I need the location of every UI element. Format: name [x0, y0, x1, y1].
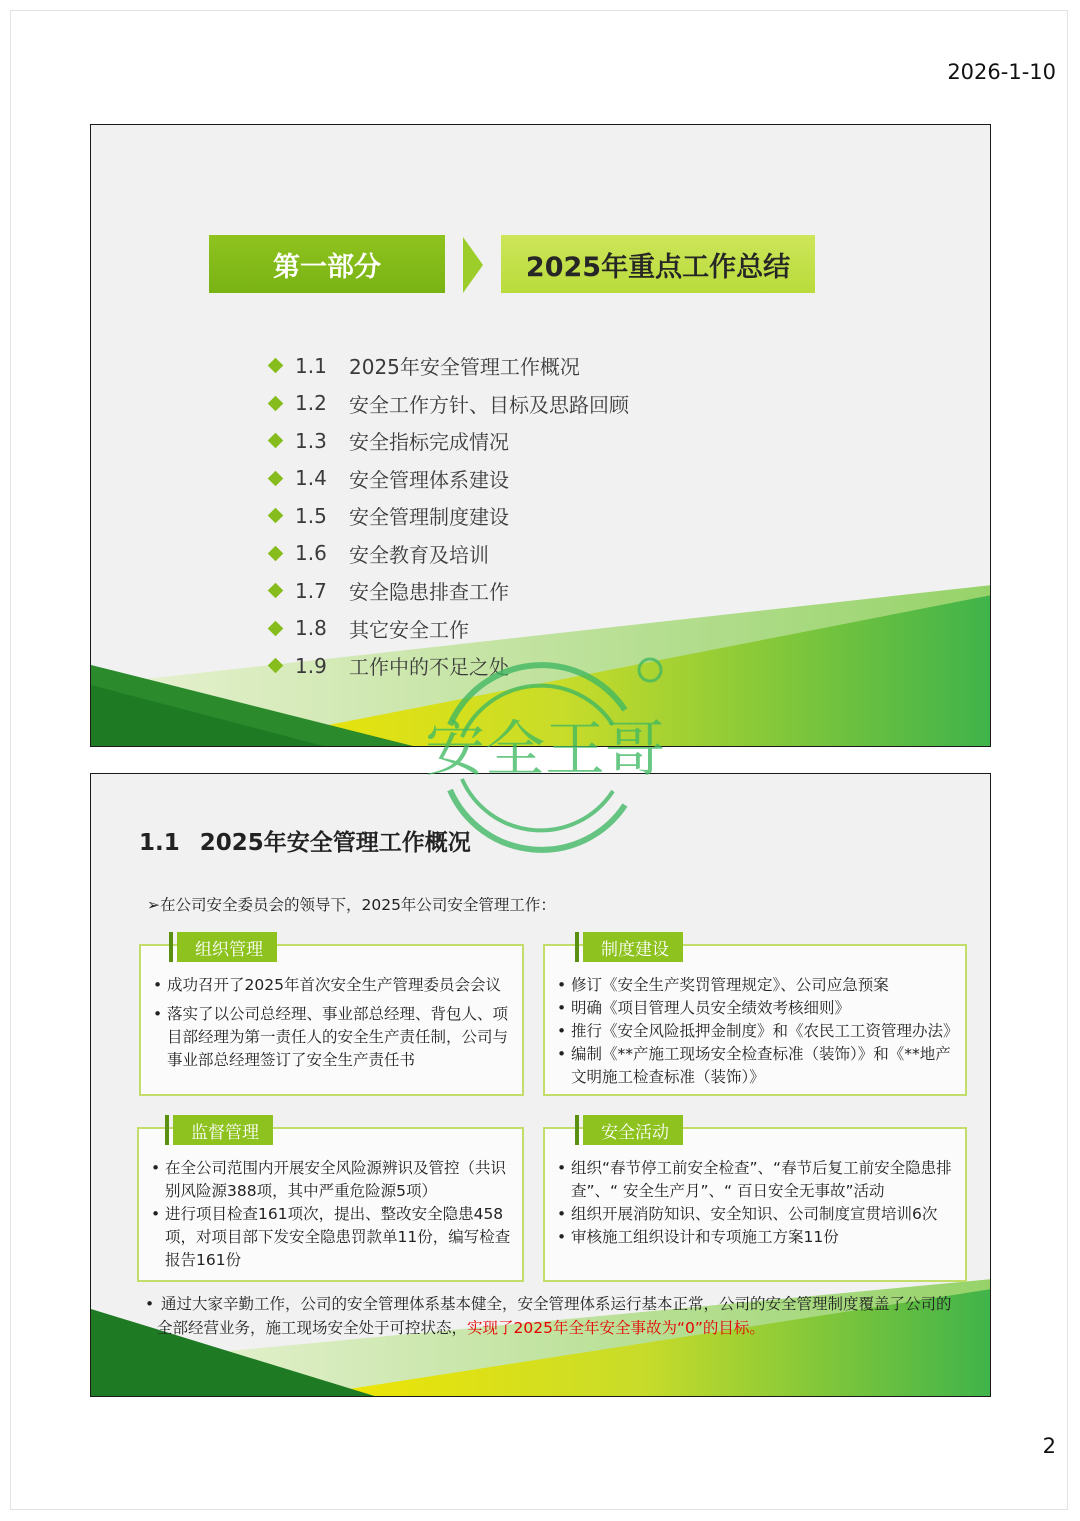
watermark-text: 安全王哥: [425, 715, 665, 785]
card-label: 监督管理: [173, 1115, 273, 1145]
toc-item: [267, 572, 629, 610]
toc-item: [267, 385, 629, 423]
card-policy: [543, 939, 967, 1096]
card-supervision: [137, 1122, 524, 1282]
list-item: • 组织开展消防知识、安全知识、公司制度宣贯培训6次: [555, 1203, 959, 1226]
toc-text: 工作中的不足之处: [349, 655, 509, 680]
diamond-bullet-icon: [268, 583, 284, 599]
slide-title-text: 2025年安全管理工作概况: [199, 830, 471, 856]
summary-paragraph: [145, 1292, 965, 1340]
list-item: • 进行项目检查161项次，提出、整改安全隐患458项，对项目部下发安全隐患罚款单11份，编写检查报告161份: [149, 1203, 516, 1272]
slide-section-cover: [90, 124, 991, 747]
card-list: [555, 1157, 959, 1249]
section-title-box: 2025年重点工作总结: [501, 235, 815, 293]
arrow-right-icon: [463, 237, 483, 293]
page-date: 2026-1-10: [947, 60, 1056, 84]
toc-number: 1.7: [295, 578, 327, 603]
toc-text: 安全指标完成情况: [349, 430, 509, 455]
diamond-bullet-icon: [268, 470, 284, 486]
list-item: • 推行《安全风险抵押金制度》和《农民工工资管理办法》: [555, 1020, 959, 1043]
list-item: • 修订《安全生产奖罚管理规定》、公司应急预案: [555, 974, 959, 997]
slide-overview: [90, 773, 991, 1397]
toc-item: [267, 347, 629, 385]
card-list: [151, 974, 516, 1072]
slide-intro: ➢在公司安全委员会的领导下，2025年公司安全管理工作：: [147, 896, 556, 914]
toc-number: 1.2: [295, 391, 327, 416]
card-label: 安全活动: [583, 1115, 683, 1145]
list-item: • 明确《项目管理人员安全绩效考核细则》: [555, 997, 959, 1020]
summary-body: [145, 1292, 965, 1340]
toc-text: 安全工作方针、目标及思路回顾: [349, 392, 629, 417]
toc-number: 1.4: [295, 466, 327, 491]
toc-text: 其它安全工作: [349, 617, 469, 642]
list-item: • 审核施工组织设计和专项施工方案11份: [555, 1226, 959, 1249]
toc-item: [267, 610, 629, 648]
part-label-box: 第一部分: [209, 235, 445, 293]
toc-number: 1.3: [295, 428, 327, 453]
list-item: • 组织“春节停工前安全检查”、“春节后复工前安全隐患排查”、“ 安全生产月”、“ 百日安全无事故”活动: [555, 1157, 959, 1203]
toc-item: [267, 497, 629, 535]
toc-number: 1.9: [295, 653, 327, 678]
card-organization: [139, 939, 524, 1096]
card-activities: [543, 1122, 967, 1282]
toc-item: [267, 422, 629, 460]
toc-number: 1.5: [295, 503, 327, 528]
diamond-bullet-icon: [268, 358, 284, 374]
diamond-bullet-icon: [268, 658, 284, 674]
diamond-bullet-icon: [268, 620, 284, 636]
toc-text: 安全管理制度建设: [349, 505, 509, 530]
card-label: 制度建设: [583, 932, 683, 962]
toc-number: 1.6: [295, 541, 327, 566]
toc-item: [267, 535, 629, 573]
summary-text: 通过大家辛勤工作，公司的安全管理体系基本健全，安全管理体系运行基本正常，公司的安全管理制度覆盖了公司的全部经营业务，施工现场安全处于可控状态，: [157, 1295, 952, 1337]
card-label: 组织管理: [177, 932, 277, 962]
list-item: • 编制《**产施工现场安全检查标准（装饰）》和《**地产文明施工检查标准（装饰）》: [555, 1043, 959, 1089]
diamond-bullet-icon: [268, 395, 284, 411]
page-number: 2: [1042, 1434, 1056, 1458]
toc-item: [267, 460, 629, 498]
summary-highlight: 实现了2025年全年安全事故为“0”的目标。: [467, 1319, 765, 1337]
diamond-bullet-icon: [268, 545, 284, 561]
toc-text: 安全教育及培训: [349, 542, 489, 567]
card-list: [149, 1157, 516, 1272]
summary-bullet: •: [145, 1295, 155, 1313]
toc-number: 1.1: [295, 353, 327, 378]
toc-text: 2025年安全管理工作概况: [349, 355, 580, 380]
list-item: • 成功召开了2025年首次安全生产管理委员会会议: [151, 974, 516, 997]
table-of-contents: [267, 347, 629, 685]
diamond-bullet-icon: [268, 433, 284, 449]
list-item: • 落实了以公司总经理、事业部总经理、背包人、项目部经理为第一责任人的安全生产责任制，公司与事业部总经理签订了安全生产责任书: [151, 1003, 516, 1072]
toc-number: 1.8: [295, 616, 327, 641]
toc-text: 安全管理体系建设: [349, 467, 509, 492]
list-item: • 在全公司范围内开展安全风险源辨识及管控（共识别风险源388项，其中严重危险源5项）: [149, 1157, 516, 1203]
diamond-bullet-icon: [268, 508, 284, 524]
slide-title-number: 1.1: [139, 830, 180, 856]
watermark-logo: [410, 655, 680, 865]
card-list: [555, 974, 959, 1089]
toc-text: 安全隐患排查工作: [349, 580, 509, 605]
